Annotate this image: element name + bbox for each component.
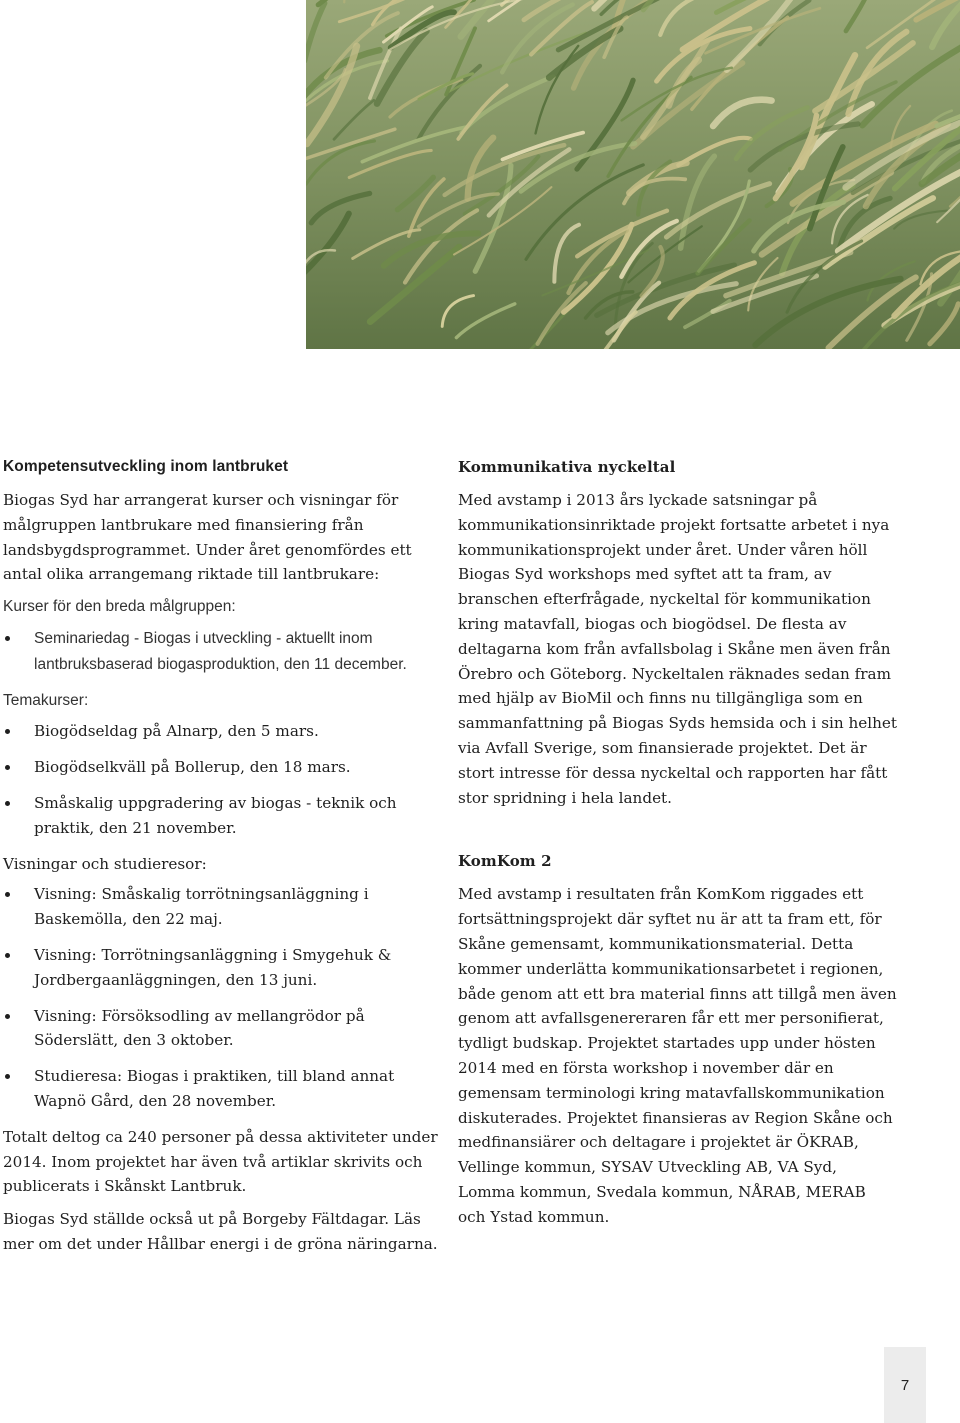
list-item: Visning: Småskalig torrötningsanläggning i Baskemölla, den 22 maj. (3, 882, 443, 932)
broad-audience-list (3, 626, 443, 678)
theme-courses-label: Temakurser: (3, 691, 89, 709)
page-number: 7 (884, 1347, 926, 1423)
bullet-icon (5, 729, 10, 734)
bullet-icon (5, 801, 10, 806)
nyckeltal-paragraph: Med avstamp i 2013 års lyckade satsningar på kommunikationsinriktade projekt fortsatte arbetet i nya kommunikationsprojekt under året. Under våren höll Biogas Syd workshops med syftet att ta fram, av branschen efterfrågade, nyckeltal för kommunikation kring matavfall, biogas och biogödsel. De flesta av deltagarna kom från avfallsbolag i Skåne men även från Örebro och Göteborg. Nyckeltalen räknades sedan fram med hjälp av BioMil och finns nu tillgängliga som en sammanfattning på Biogas Syds hemsida och i sin helhet via Avfall Sverige, som finansierade projektet. Det är stort intresse för dessa nyckeltal och rapporten har fått stor spridning i hela landet. (458, 491, 897, 807)
wheat-field-icon (306, 0, 960, 349)
list-item: Småskalig uppgradering av biogas - teknik och praktik, den 21 november. (3, 791, 443, 841)
list-item: Studieresa: Biogas i praktiken, till bland annat Wapnö Gård, den 28 november. (3, 1064, 443, 1114)
broad-audience-label: Kurser för den breda målgruppen: (3, 598, 236, 616)
bullet-icon (5, 1014, 10, 1019)
list-item: Seminariedag - Biogas i utveckling - aktuellt inom lantbruksbaserad biogasproduktion, den 11 december. (3, 626, 443, 678)
bullet-icon (5, 1074, 10, 1079)
bullet-icon (5, 636, 10, 641)
bullet-icon (5, 953, 10, 958)
list-item: Visning: Torrötningsanläggning i Smygehuk & Jordbergaanläggningen, den 13 juni. (3, 943, 443, 993)
total-paragraph: Totalt deltog ca 240 personer på dessa aktiviteter under 2014. Inom projektet har även två artiklar skrivits och publicerats i Skånskt Lantbruk. (3, 1127, 438, 1196)
right-column (458, 458, 898, 1230)
komkom-paragraph: Med avstamp i resultaten från KomKom riggades ett fortsättningsprojekt där syftet nu är att ta fram ett, för Skåne gemensamt, kommunikationsmaterial. Detta kommer underlätta kommunikationsarbetet i regionen, både genom att ett bra material finns att tillgå men även genom att avfallsgenereraren får ett mer personifierat, tydligt budskap. Projektet startades upp under hösten 2014 med en första workshop i november där en gemensam terminologi kring matavfallskommunikation diskuterades. Projektet finansieras av Region Skåne och medfinansiärer och deltagare i projektet är ÖKRAB, Vellinge kommun, SYSAV Utveckling AB, VA Syd, Lomma kommun, Svedala kommun, NÅRAB, MERAB och Ystad kommun. (458, 885, 897, 1226)
list-item: Biogödseldag på Alnarp, den 5 mars. (3, 719, 443, 744)
closing-paragraph: Biogas Syd ställde också ut på Borgeby Fältdagar. Läs mer om det under Hållbar energi i de gröna näringarna. (3, 1210, 438, 1253)
bullet-icon (5, 765, 10, 770)
visits-list (3, 882, 443, 1113)
heading-komkom-2: KomKom 2 (458, 852, 552, 871)
list-item: Biogödselkväll på Bollerup, den 18 mars. (3, 755, 443, 780)
bullet-icon (5, 892, 10, 897)
heading-kommunikativa-nyckeltal: Kommunikativa nyckeltal (458, 458, 676, 476)
heading-kompetensutveckling: Kompetensutveckling inom lantbruket (3, 458, 289, 475)
wheat-field-photo (306, 0, 960, 349)
visits-label: Visningar och studieresor: (3, 854, 207, 873)
list-item: Visning: Försöksodling av mellangrödor på Söderslätt, den 3 oktober. (3, 1004, 443, 1054)
theme-courses-list (3, 719, 443, 840)
left-column (3, 458, 443, 1257)
intro-paragraph: Biogas Syd har arrangerat kurser och visningar för målgruppen lantbrukare med finansiering från landsbygdsprogrammet. Under året genomfördes ett antal olika arrangemang riktade till lantbrukare: (3, 491, 412, 584)
